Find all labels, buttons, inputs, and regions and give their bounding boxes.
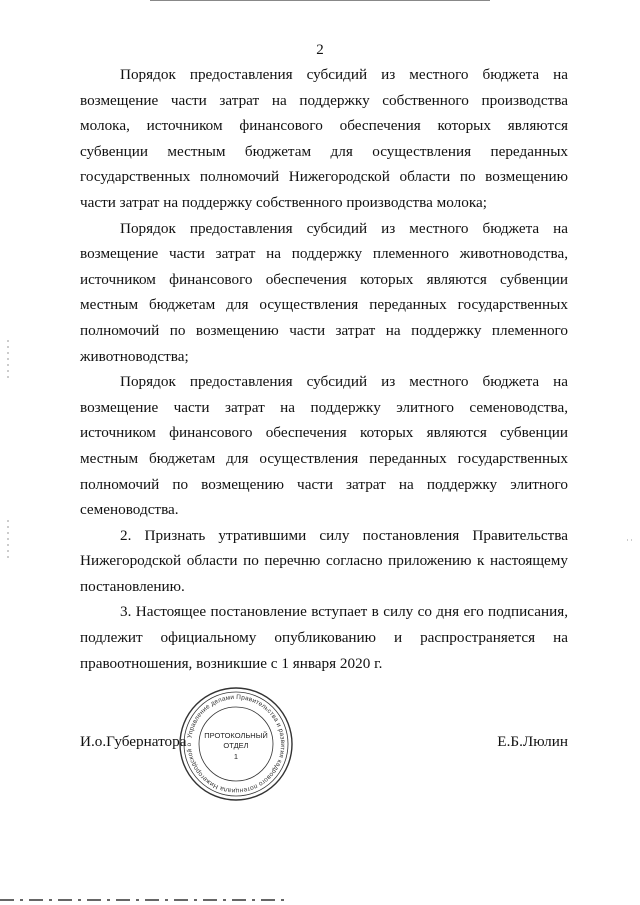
signature-name: Е.Б.Люлин [497, 733, 568, 750]
signature-title: И.о.Губернатора [80, 733, 187, 750]
paragraph-livestock-subsidy: Порядок предоставления субсидий из местного бюджета на возмещение части затрат на поддержку племенного животноводства, источником финансового обеспечения которых являются субвенции местным бюджетам для осуществления переданных государственных полномочий по возмещению части затрат на поддержку племенного животноводства; [80, 219, 568, 365]
paragraph-item-2: 2. Признать утратившими силу постановления Правительства Нижегородской области по перечню согласно приложению к настоящему постановлению. [80, 526, 568, 595]
stamp-seal-icon [176, 684, 296, 804]
stamp-line-1: ПРОТОКОЛЬНЫЙ [204, 731, 268, 740]
paragraph-item-3: 3. Настоящее постановление вступает в силу со дня его подписания, подлежит официальному опубликованию и распространяется на правоотношения, возникшие с 1 января 2020 г. [80, 603, 568, 672]
stamp-line-2: ОТДЕЛ [223, 741, 249, 750]
stamp-number: 1 [233, 752, 239, 761]
body-text [80, 62, 568, 676]
paragraph-seed-subsidy: Порядок предоставления субсидий из местного бюджета на возмещение части затрат на поддержку элитного семеноводства, источником финансового обеспечения которых являются субвенции местным бюджетам для осуществления переданных государственных полномочий по возмещению части затрат на поддержку элитного семеноводства. [80, 373, 568, 519]
paragraph-milk-subsidy: Порядок предоставления субсидий из местного бюджета на возмещение части затрат на поддержку собственного производства молока, источником финансового обеспечения которых являются субвенции местным бюджетам для осуществления переданных государственных полномочий Нижегородской области по возмещению части затрат на поддержку собственного производства молока; [80, 66, 568, 211]
official-stamp [176, 684, 296, 804]
page-number: 2 [316, 42, 324, 58]
svg-text:Управление делами Правительств: Управление делами Правительства и развития кадрового потенциала Нижегородской о [185, 693, 287, 795]
page-top-edge [150, 0, 490, 1]
